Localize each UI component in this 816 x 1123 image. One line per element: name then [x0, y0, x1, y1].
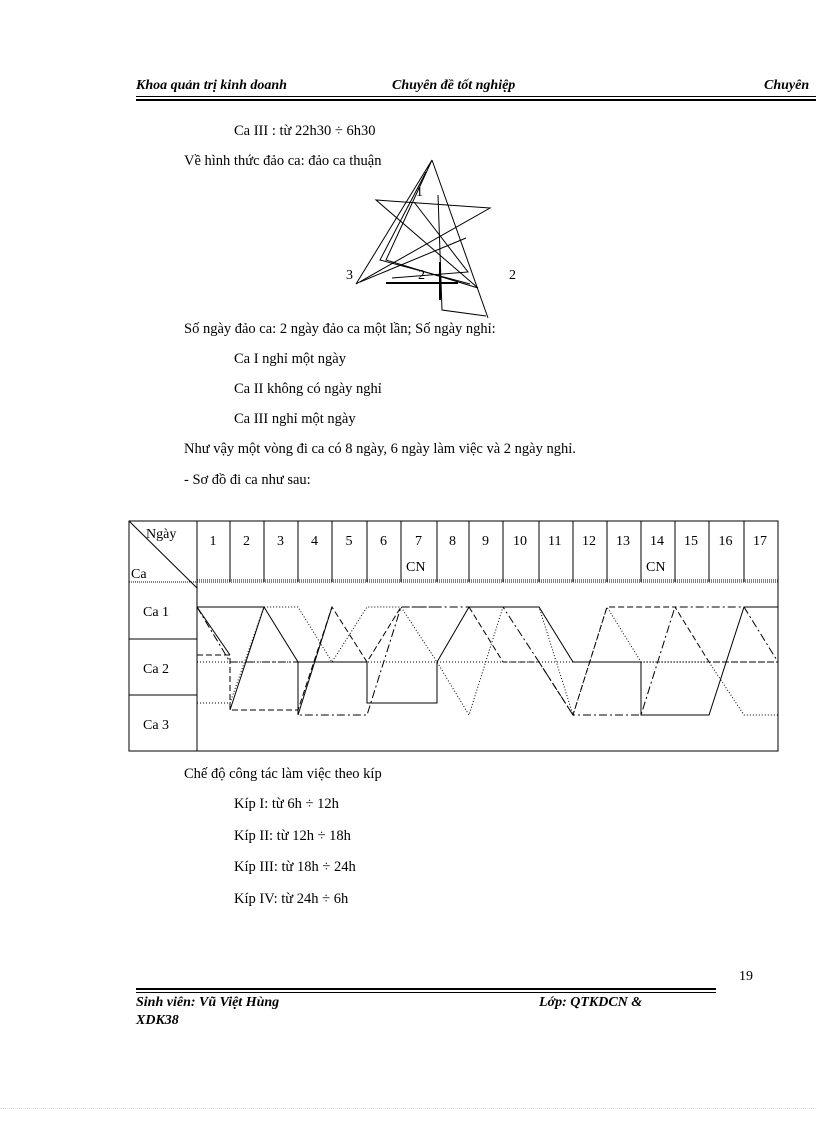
kip-heading: Chế độ công tác làm việc theo kíp [184, 766, 382, 782]
header-title: Chuyên đề tốt nghiệp [392, 78, 516, 93]
row-label: Ca 1 [143, 605, 170, 620]
day-header: 16 [718, 534, 733, 549]
diagram-label-3: 3 [346, 268, 353, 283]
series-solid [197, 607, 778, 715]
corner-label-shift: Ca [131, 567, 147, 582]
header-right: Chuyên [764, 78, 810, 93]
diagram-label-1: 1 [416, 185, 423, 200]
day-header: 13 [616, 534, 630, 549]
day-header: 9 [482, 534, 489, 549]
series-solid-seg [197, 607, 230, 655]
series-dotted [197, 607, 778, 715]
cycle-summary: Như vậy một vòng đi ca có 8 ngày, 6 ngày làm việc và 2 ngày nghỉ. [184, 441, 576, 457]
day-header: 4 [311, 534, 318, 549]
shift1-rest: Ca I nghỉ một ngày [234, 351, 346, 367]
row-label: Ca 3 [143, 718, 170, 733]
footer-class: Lớp: QTKDCN & [539, 995, 643, 1010]
page-edge-dots [0, 1108, 816, 1109]
day-header: 15 [684, 534, 698, 549]
kip-4: Kíp IV: từ 24h ÷ 6h [234, 891, 349, 907]
chart-intro: - Sơ đồ đi ca như sau: [184, 472, 311, 488]
kip-2: Kíp II: từ 12h ÷ 18h [234, 828, 351, 844]
chart-frame [129, 521, 778, 751]
diagram-label-2a: 2 [418, 268, 425, 283]
day-note-cn: CN [646, 560, 666, 575]
header-faculty: Khoa quản trị kinh doanh [136, 78, 287, 93]
series-dashed-2 [469, 607, 778, 715]
day-header: 7 [415, 534, 422, 549]
day-header: 5 [345, 534, 353, 549]
rotation-days: Số ngày đảo ca: 2 ngày đảo ca một lần; Số ngày nghỉ: [184, 321, 496, 337]
day-header: 12 [582, 534, 596, 549]
footer-rule [136, 992, 716, 993]
footer-student: Sinh viên: Vũ Việt Hùng [136, 995, 280, 1010]
day-header: 1 [209, 534, 217, 549]
rotation-type: Về hình thức đảo ca: đảo ca thuận [184, 153, 382, 169]
shift2-rest: Ca II không có ngày nghỉ [234, 381, 382, 397]
diagram-label-2b: 2 [509, 268, 516, 283]
series-solid-seg [230, 607, 264, 710]
kip-3: Kíp III: từ 18h ÷ 24h [234, 859, 356, 875]
footer-class-cont: XDK38 [136, 1013, 179, 1028]
day-header: 14 [650, 534, 664, 549]
row-label: Ca 2 [143, 662, 170, 677]
day-header: 8 [449, 534, 456, 549]
footer-rule-thick [136, 988, 716, 990]
day-header: 17 [753, 534, 767, 549]
shift3-time: Ca III : từ 22h30 ÷ 6h30 [234, 123, 376, 139]
kip-1: Kíp I: từ 6h ÷ 12h [234, 796, 339, 812]
day-header: 11 [548, 534, 562, 549]
day-header: 6 [380, 534, 387, 549]
shift3-rest: Ca III nghỉ một ngày [234, 411, 356, 427]
series-dashed [197, 607, 437, 710]
day-header: 2 [243, 534, 250, 549]
day-note-cn: CN [406, 560, 426, 575]
day-header: 3 [277, 534, 284, 549]
corner-label-day: Ngày [146, 527, 177, 542]
page-number: 19 [739, 969, 753, 984]
series-dashdot [197, 607, 778, 715]
day-header: 10 [513, 534, 527, 549]
